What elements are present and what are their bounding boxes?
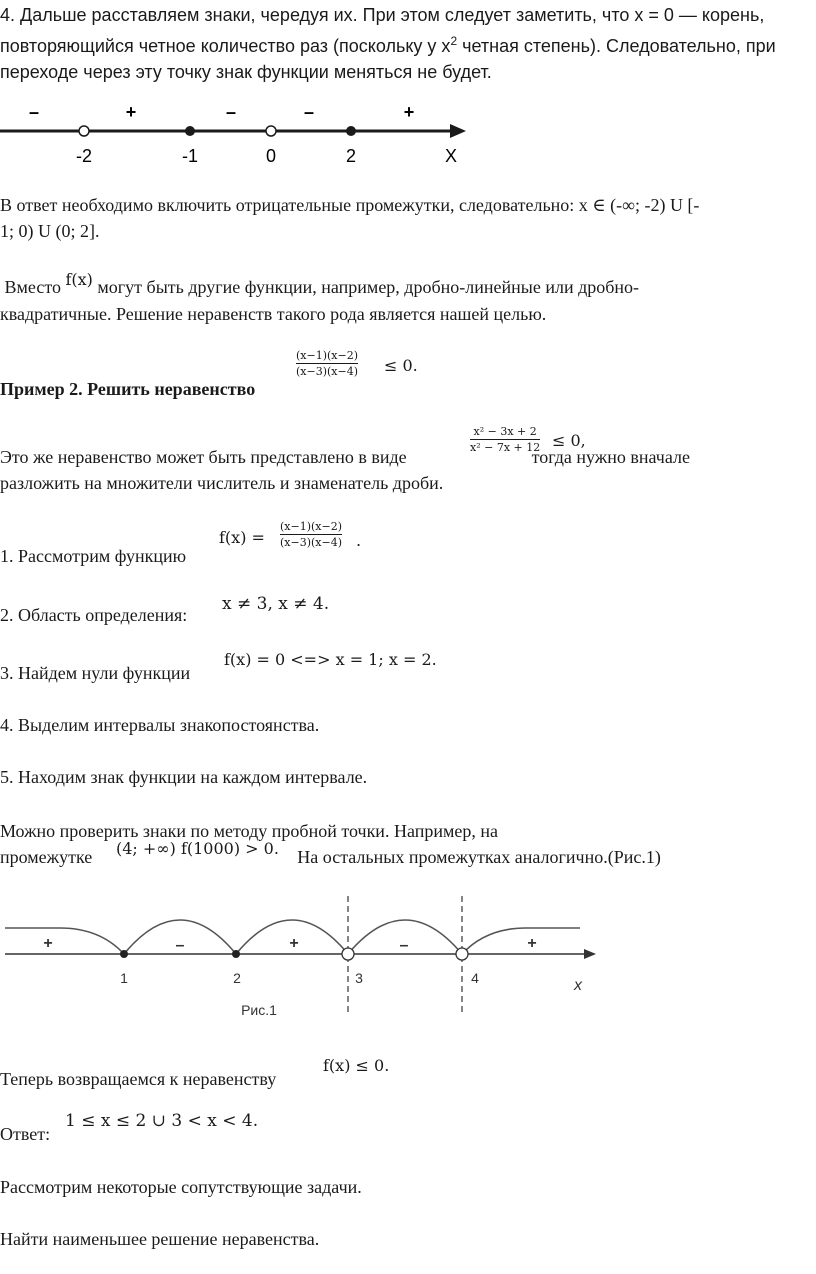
number-line-figure [0, 96, 470, 168]
point-filled-2 [232, 950, 240, 958]
return-text: Теперь возвращаемся к неравенству [0, 1069, 277, 1089]
label-0: 0 [265, 146, 277, 166]
exponent: 2 [450, 34, 458, 48]
interval-sign-5: + [527, 935, 537, 952]
step4-paragraph [0, 2, 812, 85]
axis-arrow [450, 124, 466, 138]
point-open-0 [266, 126, 276, 136]
point-label-4: 4 [471, 970, 479, 986]
interval-sign-3: + [289, 935, 299, 952]
fx-formula: f(x) [65, 270, 93, 289]
example2-heading: Пример 2. Решить неравенство [0, 379, 256, 399]
label-minus2: -2 [75, 146, 93, 166]
step1-text: 1. Рассмотрим функцию [0, 546, 187, 566]
step1-fraction: (x−1)(x−2) (x−3)(x−4) [280, 520, 343, 549]
point-label-3: 3 [355, 970, 363, 986]
step2-text: 2. Область определения: [0, 605, 188, 625]
figure1-sign-chart [0, 892, 600, 1028]
point-open-minus2 [79, 126, 89, 136]
probe-math: (4; +∞) f(1000) > 0. [116, 839, 279, 858]
sign-3: – [225, 102, 237, 122]
return-math: f(x) ≤ 0. [323, 1056, 390, 1075]
point-open-3 [342, 948, 354, 960]
point-label-2: 2 [233, 970, 241, 986]
label-2: 2 [345, 146, 357, 166]
point-label-1: 1 [120, 970, 128, 986]
axis-arrow [584, 949, 596, 959]
step4-text: 4. Выделим интервалы знакопостоянства. [0, 715, 320, 735]
same-form-paragraph: Это же неравенство может быть представлено в виде тогда нужно вначале разложить на множители числитель и знаменатель дроби. [0, 447, 690, 493]
point-open-4 [456, 948, 468, 960]
interval-sign-1: + [43, 935, 53, 952]
final-answer-label: Ответ: [0, 1124, 51, 1144]
probe-paragraph: Можно проверить знаки по методу пробной точки. Например, на промежутке На остальных промежутках аналогично.(Рис.1) [0, 821, 661, 867]
axis-label: X [444, 146, 458, 166]
step5-text: 5. Находим знак функции на каждом интервале. [0, 767, 368, 787]
point-filled-2 [346, 126, 356, 136]
sign-2: + [125, 102, 137, 122]
final-answer-math: 1 ≤ x ≤ 2 ∪ 3 < x < 4. [65, 1111, 259, 1131]
arc-plus-right [462, 928, 580, 954]
step1-lhs: f(x) = [219, 528, 265, 547]
answer-paragraph [0, 192, 812, 244]
step1-end: . [356, 531, 362, 550]
step4-line2: повторяющийся четное количество раз (поскольку у $x^2$ четная степень). Следовательно, при [0, 34, 776, 56]
instead-paragraph: Вместо f(x) могут быть другие функции, например, дробно-линейные или дробно- квадратичные. Решение неравенств такого рода является нашей целью. [0, 270, 640, 324]
step4-line1: 4. Дальше расставляем знаки, чередуя их. При этом следует заметить, что x = 0 — корень, [0, 5, 765, 25]
step3-math: f(x) = 0 <=> x = 1; x = 2. [224, 650, 437, 669]
sign-4: – [303, 102, 315, 122]
interval-sign-4: – [399, 937, 409, 954]
answer-line1: В ответ необходимо включить отрицательные промежутки, следовательно: x ∈ (-∞; -2) U [- [0, 195, 700, 215]
figure-caption: Рис.1 [241, 1002, 277, 1018]
point-filled-1 [120, 950, 128, 958]
sign-1: – [28, 102, 40, 122]
sign-5: + [403, 102, 415, 122]
same-form-fraction: x² − 3x + 2 x² − 7x + 12 [470, 425, 541, 454]
example2-relation: ≤ 0. [384, 356, 418, 375]
step2-math: x ≠ 3, x ≠ 4. [222, 594, 330, 614]
arc-plus-left [5, 928, 124, 954]
point-filled-minus1 [185, 126, 195, 136]
related-tasks: Рассмотрим некоторые сопутствующие задачи. [0, 1177, 362, 1197]
axis-label-x: x [574, 977, 582, 994]
find-min-task: Найти наименьшее решение неравенства. [0, 1229, 320, 1249]
step3-text: 3. Найдем нули функции [0, 663, 191, 683]
label-minus1: -1 [181, 146, 199, 166]
example2-fraction: (x−1)(x−2) (x−3)(x−4) [296, 349, 359, 378]
answer-line2: 1; 0) U (0; 2]. [0, 221, 100, 241]
step4-line3: переходе через эту точку знак функции меняться не будет. [0, 62, 492, 82]
same-form-relation: ≤ 0, [552, 431, 586, 450]
interval-sign-2: – [175, 937, 185, 954]
